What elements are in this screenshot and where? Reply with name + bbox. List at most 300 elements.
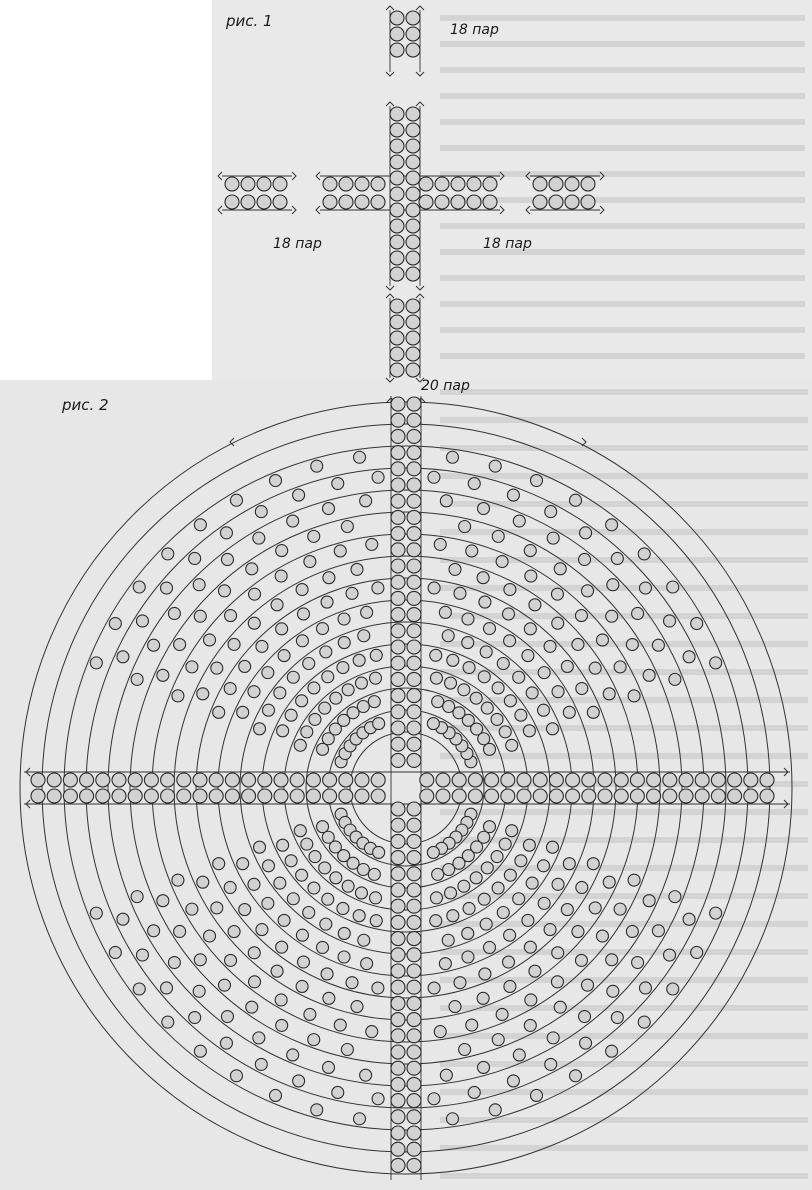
bead xyxy=(246,563,258,575)
bead xyxy=(492,530,504,542)
bead xyxy=(248,878,260,890)
bead xyxy=(549,195,563,209)
arrow-head xyxy=(386,286,394,290)
bead xyxy=(407,575,421,589)
bead xyxy=(406,27,420,41)
bead xyxy=(420,773,434,787)
bead xyxy=(390,187,404,201)
bead xyxy=(451,177,465,191)
bead xyxy=(507,489,519,501)
bead xyxy=(491,713,503,725)
bead xyxy=(503,956,515,968)
fig1-label-left-arm: 18 пар xyxy=(273,236,322,252)
bead xyxy=(355,887,367,899)
bead xyxy=(549,177,563,191)
bead xyxy=(391,608,405,622)
bead xyxy=(296,929,308,941)
bead xyxy=(63,773,77,787)
bead xyxy=(496,556,508,568)
bead xyxy=(391,1077,405,1091)
fig2-title: рис. 2 xyxy=(62,396,109,414)
bead xyxy=(323,572,335,584)
bead xyxy=(504,584,516,596)
bead xyxy=(271,965,283,977)
bead xyxy=(391,543,405,557)
bead xyxy=(197,876,209,888)
bead xyxy=(526,877,538,889)
bead xyxy=(391,834,405,848)
bead xyxy=(580,1037,592,1049)
bead xyxy=(589,662,601,674)
bead xyxy=(391,899,405,913)
bead xyxy=(161,582,173,594)
bead xyxy=(407,1126,421,1140)
bead xyxy=(186,661,198,673)
bead xyxy=(194,519,206,531)
bead xyxy=(513,671,525,683)
bead xyxy=(162,1016,174,1028)
bead xyxy=(447,910,459,922)
bead xyxy=(406,219,420,233)
bead xyxy=(109,618,121,630)
bead xyxy=(390,203,404,217)
bead xyxy=(290,789,304,803)
bead xyxy=(391,867,405,881)
bead xyxy=(492,1034,504,1046)
bead xyxy=(31,789,45,803)
bead xyxy=(406,11,420,25)
bead xyxy=(330,692,342,704)
bead xyxy=(606,519,618,531)
bead xyxy=(531,1089,543,1101)
bead xyxy=(390,11,404,25)
bead xyxy=(481,702,493,714)
bead xyxy=(248,686,260,698)
bead xyxy=(321,596,333,608)
bead xyxy=(570,494,582,506)
bead xyxy=(211,662,223,674)
bead xyxy=(287,1049,299,1061)
bead xyxy=(204,930,216,942)
bead xyxy=(290,773,304,787)
bead xyxy=(407,996,421,1010)
bead xyxy=(628,874,640,886)
bead xyxy=(47,789,61,803)
bead xyxy=(439,958,451,970)
bead xyxy=(144,773,158,787)
bead xyxy=(391,948,405,962)
bead xyxy=(309,851,321,863)
bead xyxy=(239,904,251,916)
concentric-ring xyxy=(262,644,550,932)
arrow-head xyxy=(582,438,586,446)
bead xyxy=(525,570,537,582)
bead xyxy=(638,548,650,560)
bead xyxy=(614,773,628,787)
bead xyxy=(390,27,404,41)
bead xyxy=(459,1044,471,1056)
bead xyxy=(355,195,369,209)
bead xyxy=(287,515,299,527)
bead xyxy=(407,494,421,508)
bead xyxy=(643,669,655,681)
bead xyxy=(428,582,440,594)
bead xyxy=(308,530,320,542)
bead xyxy=(372,982,384,994)
bead xyxy=(278,650,290,662)
bead xyxy=(407,705,421,719)
bead xyxy=(80,789,94,803)
bead xyxy=(406,187,420,201)
bead xyxy=(322,893,334,905)
bead xyxy=(248,617,260,629)
bead xyxy=(611,552,623,564)
bead xyxy=(407,1110,421,1124)
bead xyxy=(390,363,404,377)
bead xyxy=(497,657,509,669)
bead xyxy=(639,982,651,994)
bead xyxy=(407,1158,421,1172)
fig1-beads xyxy=(225,11,595,377)
bead xyxy=(538,704,550,716)
bead xyxy=(428,982,440,994)
bead xyxy=(406,251,420,265)
bead xyxy=(390,251,404,265)
bead xyxy=(407,1077,421,1091)
bead xyxy=(96,789,110,803)
bead xyxy=(228,926,240,938)
bead xyxy=(554,563,566,575)
fig1-label-vertical: 18 пар xyxy=(450,22,499,38)
bead xyxy=(466,1019,478,1031)
bead xyxy=(275,994,287,1006)
bead xyxy=(407,591,421,605)
bead xyxy=(213,706,225,718)
bead xyxy=(489,1104,501,1116)
bead xyxy=(353,910,365,922)
bead xyxy=(483,941,495,953)
bead xyxy=(390,331,404,345)
bead xyxy=(351,1001,363,1013)
bead xyxy=(483,743,495,755)
bead xyxy=(477,992,489,1004)
bead xyxy=(407,899,421,913)
bead xyxy=(306,773,320,787)
bead xyxy=(209,773,223,787)
bead xyxy=(294,739,306,751)
bead xyxy=(525,994,537,1006)
bead xyxy=(503,608,515,620)
bead xyxy=(128,789,142,803)
bead xyxy=(547,1032,559,1044)
bead xyxy=(131,673,143,685)
bead xyxy=(304,556,316,568)
bead xyxy=(561,904,573,916)
bead xyxy=(221,1011,233,1023)
arrow-head xyxy=(600,206,604,214)
bead xyxy=(391,753,405,767)
bead xyxy=(566,789,580,803)
bead xyxy=(531,475,543,487)
bead xyxy=(579,1011,591,1023)
bead xyxy=(445,677,457,689)
bead xyxy=(258,789,272,803)
bead xyxy=(117,651,129,663)
bead xyxy=(533,773,547,787)
arrow-head xyxy=(416,294,424,298)
bead xyxy=(492,682,504,694)
bead xyxy=(480,646,492,658)
bead xyxy=(242,789,256,803)
bead xyxy=(368,868,380,880)
bead xyxy=(112,773,126,787)
bead xyxy=(346,587,358,599)
bead xyxy=(323,1061,335,1073)
bead xyxy=(373,846,385,858)
bead xyxy=(565,177,579,191)
fig1-label-right-arm: 18 пар xyxy=(483,236,532,252)
bead xyxy=(360,495,372,507)
bead xyxy=(117,913,129,925)
bead xyxy=(630,773,644,787)
bead xyxy=(652,925,664,937)
bead xyxy=(332,1086,344,1098)
bead xyxy=(285,855,297,867)
bead xyxy=(293,489,305,501)
bead xyxy=(161,773,175,787)
bead xyxy=(406,347,420,361)
bead xyxy=(360,1069,372,1081)
bead xyxy=(339,789,353,803)
arrow-head xyxy=(386,378,394,382)
bead xyxy=(552,686,564,698)
bead xyxy=(436,773,450,787)
bead xyxy=(239,660,251,672)
bead xyxy=(278,914,290,926)
bead xyxy=(436,789,450,803)
bead xyxy=(695,789,709,803)
bead xyxy=(492,882,504,894)
bead xyxy=(442,630,454,642)
bead xyxy=(390,155,404,169)
bead xyxy=(390,299,404,313)
bead xyxy=(346,977,358,989)
bead xyxy=(477,1061,489,1073)
bead xyxy=(258,773,272,787)
bead xyxy=(157,895,169,907)
bead xyxy=(193,579,205,591)
bead xyxy=(276,1019,288,1031)
bead xyxy=(728,789,742,803)
bead xyxy=(529,965,541,977)
bead xyxy=(257,177,271,191)
bead xyxy=(406,363,420,377)
bead xyxy=(355,773,369,787)
bead xyxy=(507,1075,519,1087)
bead xyxy=(483,623,495,635)
bead xyxy=(391,737,405,751)
bead xyxy=(443,864,455,876)
bead xyxy=(241,195,255,209)
bead xyxy=(430,892,442,904)
bead xyxy=(355,177,369,191)
bead xyxy=(372,471,384,483)
bead xyxy=(710,657,722,669)
bead xyxy=(213,858,225,870)
bead xyxy=(470,872,482,884)
bead xyxy=(391,429,405,443)
bead xyxy=(522,914,534,926)
bead xyxy=(287,671,299,683)
bead xyxy=(435,195,449,209)
bead xyxy=(351,563,363,575)
bead xyxy=(133,581,145,593)
bead xyxy=(355,677,367,689)
bead xyxy=(277,725,289,737)
bead xyxy=(406,203,420,217)
bead xyxy=(225,789,239,803)
bead xyxy=(256,640,268,652)
bead xyxy=(391,1045,405,1059)
bead xyxy=(683,651,695,663)
fig1-title: рис. 1 xyxy=(226,12,273,30)
bead xyxy=(406,123,420,137)
bead xyxy=(391,672,405,686)
bead xyxy=(596,930,608,942)
concentric-ring xyxy=(218,600,594,976)
bead xyxy=(485,773,499,787)
bead xyxy=(186,903,198,915)
bead xyxy=(517,773,531,787)
bead xyxy=(391,462,405,476)
bead xyxy=(407,802,421,816)
bead xyxy=(580,527,592,539)
bead xyxy=(136,949,148,961)
bead xyxy=(230,494,242,506)
bead xyxy=(463,662,475,674)
bead xyxy=(128,773,142,787)
bead xyxy=(341,520,353,532)
bead xyxy=(262,897,274,909)
bead xyxy=(391,640,405,654)
bead xyxy=(148,639,160,651)
arrow-head xyxy=(218,206,222,214)
bead xyxy=(563,858,575,870)
bead xyxy=(691,618,703,630)
concentric-ring xyxy=(350,732,462,844)
bead xyxy=(361,606,373,618)
bead xyxy=(407,851,421,865)
bead xyxy=(301,726,313,738)
bead xyxy=(544,640,556,652)
arrow-head xyxy=(316,206,320,214)
bead xyxy=(524,1019,536,1031)
bead xyxy=(454,587,466,599)
bead xyxy=(499,838,511,850)
bead xyxy=(407,932,421,946)
bead xyxy=(449,1001,461,1013)
bead xyxy=(276,623,288,635)
bead xyxy=(370,892,382,904)
bead xyxy=(262,704,274,716)
bead xyxy=(547,532,559,544)
bead xyxy=(667,983,679,995)
bead xyxy=(575,610,587,622)
bead xyxy=(177,789,191,803)
bead xyxy=(31,773,45,787)
bead xyxy=(513,515,525,527)
bead xyxy=(80,773,94,787)
bead xyxy=(391,1142,405,1156)
bead xyxy=(538,860,550,872)
bead xyxy=(319,862,331,874)
bead xyxy=(529,599,541,611)
bead xyxy=(357,700,369,712)
bead xyxy=(320,646,332,658)
bead xyxy=(131,891,143,903)
bead xyxy=(419,195,433,209)
bead xyxy=(230,1070,242,1082)
bead xyxy=(466,545,478,557)
bead xyxy=(440,495,452,507)
bead xyxy=(296,584,308,596)
bead xyxy=(513,893,525,905)
bead xyxy=(309,713,321,725)
bead xyxy=(228,638,240,650)
bead xyxy=(370,672,382,684)
bead xyxy=(546,841,558,853)
bead xyxy=(501,773,515,787)
bead xyxy=(168,607,180,619)
bead xyxy=(63,789,77,803)
bead xyxy=(483,821,495,833)
bead xyxy=(391,510,405,524)
bead xyxy=(255,506,267,518)
bead xyxy=(407,689,421,703)
bead xyxy=(407,559,421,573)
bead xyxy=(478,893,490,905)
bead xyxy=(524,545,536,557)
bead xyxy=(483,177,497,191)
bead xyxy=(391,1013,405,1027)
bead xyxy=(407,478,421,492)
bead xyxy=(390,219,404,233)
bead xyxy=(587,706,599,718)
bead xyxy=(390,171,404,185)
bead xyxy=(334,545,346,557)
bead xyxy=(96,773,110,787)
bead xyxy=(330,872,342,884)
arrow-head xyxy=(416,102,424,106)
bead xyxy=(538,897,550,909)
bead xyxy=(391,964,405,978)
bead xyxy=(463,902,475,914)
bead xyxy=(407,721,421,735)
bead xyxy=(606,954,618,966)
bead xyxy=(323,503,335,515)
bead xyxy=(373,718,385,730)
bead xyxy=(304,1008,316,1020)
bead xyxy=(371,177,385,191)
bead xyxy=(317,821,329,833)
bead xyxy=(478,671,490,683)
bead xyxy=(285,709,297,721)
bead xyxy=(462,927,474,939)
arrow-head xyxy=(316,172,320,180)
concentric-ring xyxy=(20,402,792,1174)
bead xyxy=(241,177,255,191)
bead xyxy=(224,683,236,695)
